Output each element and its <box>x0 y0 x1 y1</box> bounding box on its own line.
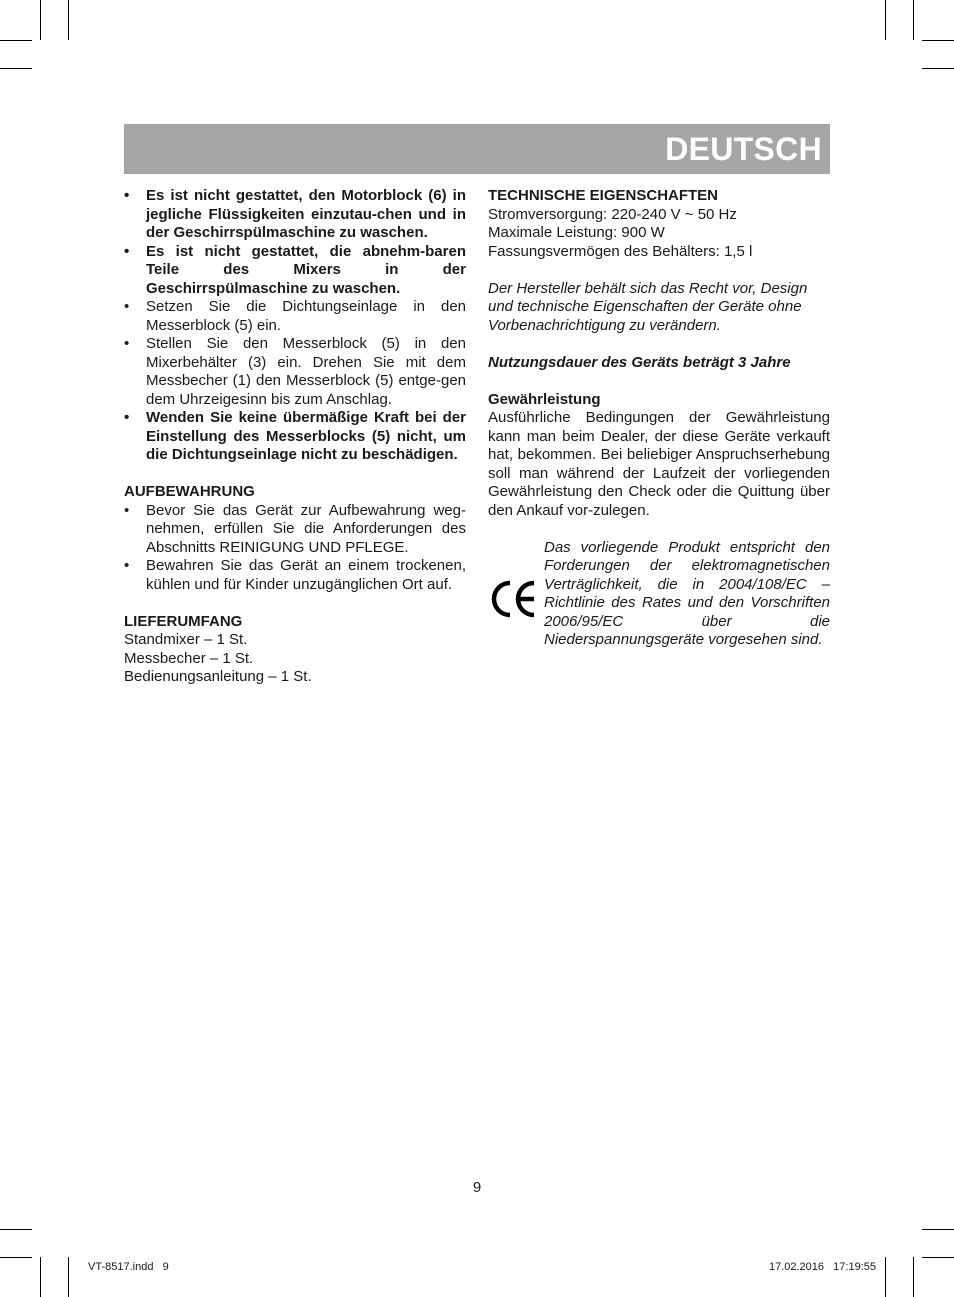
warranty-text: Ausführliche Bedingungen der Gewährleistung kann man beim Dealer, der diese Geräte verkauft hat, bekommen. Bei beliebiger Anspruchserhebung soll man während der Laufzeit der vorliegenden Gewährleistung den Check oder die Quittung über den Ankauf vor-zulegen. <box>488 409 830 519</box>
ce-text: Das vorliegende Produkt entspricht den Forderungen der elektromagnetischen Verträglichkeit, die in 2004/108/EC – Richtlinie des Rates und den Vorschriften 2006/95/EC über die Niederspannungsgeräte vorgesehen sind. <box>544 538 830 648</box>
language-title: DEUTSCH <box>665 131 822 167</box>
left-column <box>124 187 466 687</box>
delivery-item: Messbecher – 1 St. <box>124 649 254 667</box>
spec-line: Stromversorgung: 220-240 V ~ 50 Hz <box>488 205 737 223</box>
language-header <box>124 124 830 174</box>
crop-mark <box>885 1257 886 1297</box>
crop-mark <box>40 1257 41 1297</box>
footer-timestamp: 17.02.2016 17:19:55 <box>768 1261 876 1273</box>
ce-conformity <box>488 539 830 650</box>
page-number: 9 <box>472 1179 482 1196</box>
crop-mark <box>0 1257 32 1258</box>
footer-file: VT-8517.indd 9 <box>88 1261 169 1273</box>
crop-mark <box>885 0 886 40</box>
storage-list <box>124 502 466 595</box>
list-item: • Bevor Sie das Gerät zur Aufbewahrung weg-nehmen, erfüllen Sie die Anforderungen des Abschnitts REINIGUNG UND PFLEGE. <box>124 502 466 558</box>
ce-mark-icon <box>490 579 538 619</box>
crop-mark <box>68 1257 69 1297</box>
right-column <box>488 187 830 650</box>
list-item: • Bewahren Sie das Gerät an einem trockenen, kühlen und für Kinder unzugänglichen Ort auf. <box>124 557 466 594</box>
delivery-heading: LIEFERUMFANG <box>124 612 243 630</box>
crop-mark <box>922 68 954 69</box>
crop-mark <box>913 0 914 40</box>
list-item: • Es ist nicht gestattet, den Motorblock (6) in jegliche Flüssigkeiten einzutau-chen und in der Geschirrspülmaschine zu waschen. <box>124 187 466 243</box>
specs-heading: TECHNISCHE EIGENSCHAFTEN <box>488 187 719 204</box>
crop-mark <box>922 1257 954 1258</box>
list-item: • Setzen Sie die Dichtungseinlage in den Messerblock (5) ein. <box>124 298 466 335</box>
storage-heading: AUFBEWAHRUNG <box>124 483 255 500</box>
safety-list <box>124 187 466 465</box>
list-item: • Wenden Sie keine übermäßige Kraft bei der Einstellung des Messerblocks (5) nicht, um die Dichtungseinlage nicht zu beschädigen. <box>124 409 466 465</box>
crop-mark <box>0 1229 32 1230</box>
crop-mark <box>0 40 32 41</box>
crop-mark <box>922 40 954 41</box>
spec-line: Maximale Leistung: 900 W <box>488 224 665 241</box>
lifetime-text: Nutzungsdauer des Geräts beträgt 3 Jahre <box>488 353 791 371</box>
spec-line: Fassungsvermögen des Behälters: 1,5 l <box>488 242 753 260</box>
crop-mark <box>40 0 41 40</box>
crop-mark <box>0 68 32 69</box>
crop-mark <box>68 0 69 40</box>
list-item: • Es ist nicht gestattet, die abnehm-baren Teile des Mixers in der Geschirrspülmaschine zu waschen. <box>124 243 466 299</box>
crop-mark <box>922 1229 954 1230</box>
delivery-item: Bedienungsanleitung – 1 St. <box>124 668 312 685</box>
list-item: • Stellen Sie den Messerblock (5) in den Mixerbehälter (3) ein. Drehen Sie mit dem Messbecher (1) den Messerblock (5) entge-gen dem Uhrzeigesinn bis zum Anschlag. <box>124 335 466 409</box>
disclaimer-text: Der Hersteller behält sich das Recht vor, Design und technische Eigenschaften der Geräte ohne Vorbenachrichtigung zu verändern. <box>488 279 808 334</box>
warranty-heading: Gewährleistung <box>488 390 601 408</box>
delivery-item: Standmixer – 1 St. <box>124 631 248 648</box>
crop-mark <box>913 1257 914 1297</box>
